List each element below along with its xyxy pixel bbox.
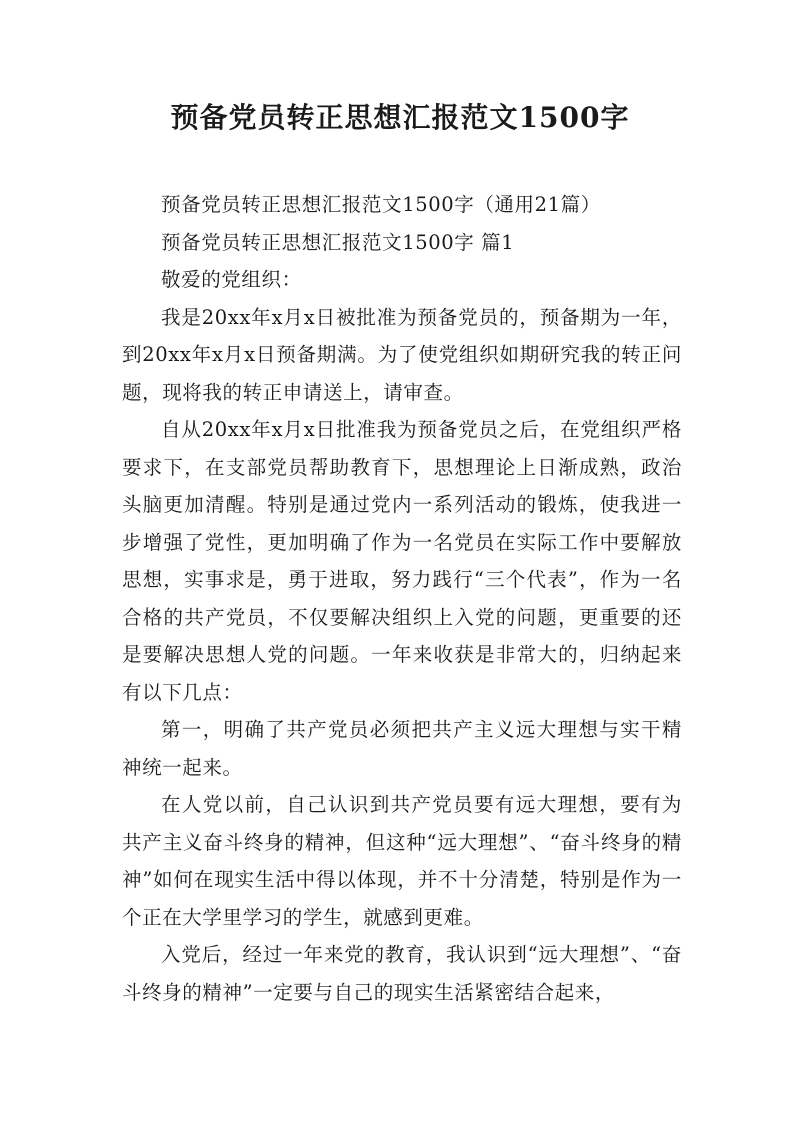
body-paragraph: 自从20xx年x月x日批准我为预备党员之后，在党组织严格要求下，在支部党员帮助教育下，思想理论上日渐成熟，政治头脑更加清醒。特别是通过党内一系列活动的锻炼，使我进一步增强了党性，更加明确了作为一名党员在实际工作中要解放思想，实事求是，勇于进取，努力践行“三个代表”，作为一名合格的共产党员，不仅要解决组织上入党的问题，更重要的还是要解决思想人党的问题。一年来收获是非常大的，归纳起来有以下几点： (122, 418, 682, 704)
section-heading: 预备党员转正思想汇报范文1500字 篇1 (161, 230, 515, 254)
document-body (122, 186, 682, 1011)
document-title: 预备党员转正思想汇报范文1500字 (170, 101, 630, 134)
body-paragraph: 在人党以前，自己认识到共产党员要有远大理想，要有为共产主义奋斗终身的精神，但这种“远大理想”、“奋斗终身的精神”如何在现实生活中得以体现，并不十分清楚，特别是作为一个正在大学里学习的学生，就感到更难。 (122, 793, 682, 929)
body-paragraph: 我是20xx年x月x日被批准为预备党员的，预备期为一年，到20xx年x月x日预备期满。为了使党组织如期研究我的转正问题，现将我的转正申请送上，请审查。 (122, 305, 682, 404)
body-paragraph: 入党后，经过一年来党的教育，我认识到“远大理想”、“奋斗终身的精神”一定要与自己的现实生活紧密结合起来， (122, 943, 682, 1004)
salutation: 敬爱的党组织： (161, 268, 302, 291)
body-paragraph: 第一，明确了共产党员必须把共产主义远大理想与实干精神统一起来。 (122, 718, 682, 779)
subtitle-paragraph: 预备党员转正思想汇报范文1500字（通用21篇） (161, 193, 601, 216)
